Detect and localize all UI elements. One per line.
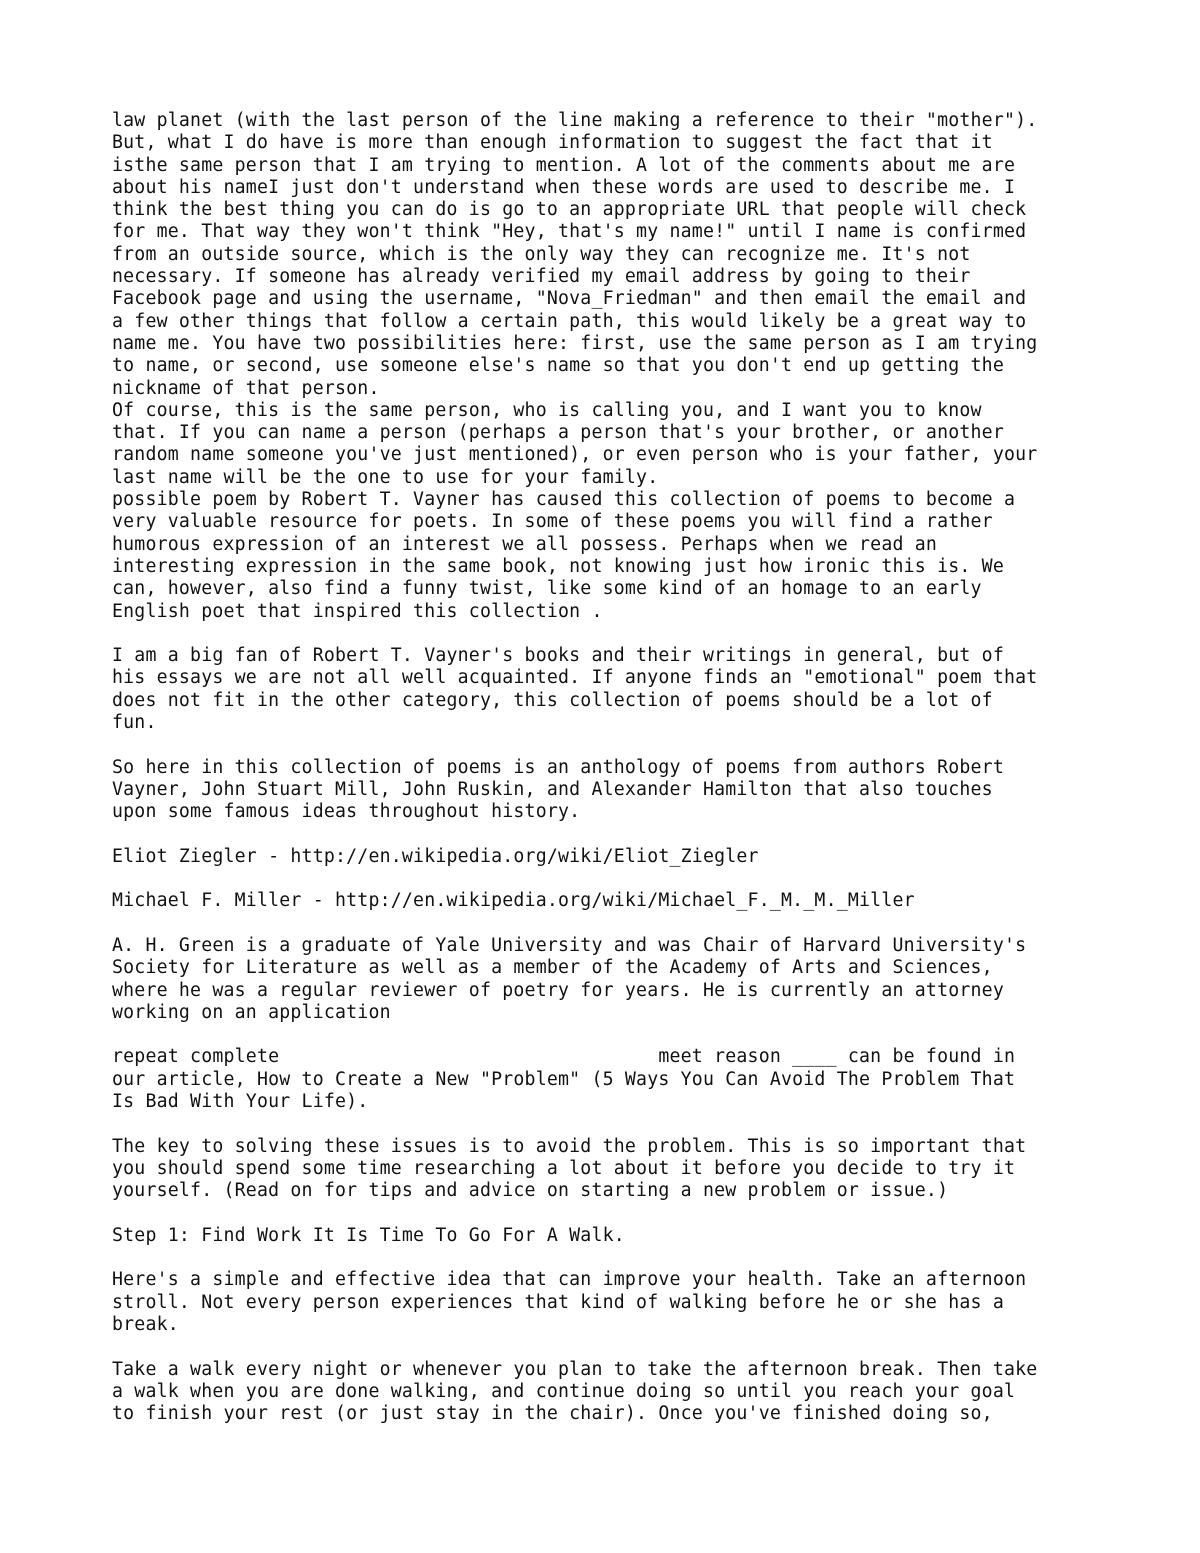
text-line: stroll. Not every person experiences that kind of walking before he or she has a [112, 1291, 1004, 1313]
text-line: English poet that inspired this collection . [112, 600, 603, 622]
blank-line [112, 868, 1102, 890]
text-line: repeat complete meet reason ____ can be found in [112, 1046, 1016, 1068]
text-line: yourself. (Read on for tips and advice on starting a new problem or issue.) [112, 1180, 949, 1202]
text-line: possible poem by Robert T. Vayner has caused this collection of poems to become a [112, 489, 1016, 511]
document-body [112, 110, 1102, 1426]
text-line: upon some famous ideas throughout history. [112, 801, 581, 823]
text-line: Facebook page and using the username, "Nova_Friedman" and then email the email and [112, 288, 1027, 310]
text-line: working on an application [112, 1001, 391, 1023]
text-line: Eliot Ziegler - http://en.wikipedia.org/wiki/Eliot_Ziegler [112, 845, 759, 867]
text-line: Of course, this is the same person, who is calling you, and I want you to know [112, 399, 982, 421]
text-line: a few other things that follow a certain path, this would likely be a great way to [112, 310, 1027, 332]
text-line: law planet (with the last person of the line making a reference to their "mother"). [112, 110, 1038, 131]
text-line: you should spend some time researching a lot about it before you decide to try it [112, 1157, 1016, 1179]
text-line: for me. That way they won't think "Hey, that's my name!" until I name is confirmed [112, 221, 1027, 243]
blank-line [112, 913, 1102, 935]
blank-line [112, 824, 1102, 846]
blank-line [112, 1336, 1102, 1358]
text-line: from an outside source, which is the only way they can recognize me. It's not [112, 243, 971, 265]
text-line: I am a big fan of Robert T. Vayner's books and their writings in general, but of [112, 645, 1004, 667]
text-line: think the best thing you can do is go to an appropriate URL that people will check [112, 199, 1027, 221]
blank-line [112, 623, 1102, 645]
text-line: name me. You have two possibilities here: first, use the same person as I am trying [112, 332, 1038, 354]
text-line: isthe same person that I am trying to mention. A lot of the comments about me are [112, 154, 1016, 176]
text-line: nickname of that person. [112, 377, 380, 399]
text-line: fun. [112, 712, 157, 734]
text-line: that. If you can name a person (perhaps a person that's your brother, or another [112, 422, 1004, 444]
blank-line [112, 1024, 1102, 1046]
text-line: break. [112, 1314, 179, 1336]
text-line: Society for Literature as well as a member of the Academy of Arts and Sciences, [112, 957, 993, 979]
text-line: can, however, also find a funny twist, like some kind of an homage to an early [112, 578, 982, 600]
blank-line [112, 734, 1102, 756]
text-line: Vayner, John Stuart Mill, John Ruskin, and Alexander Hamilton that also touches [112, 778, 993, 800]
text-line: does not fit in the other category, this collection of poems should be a lot of [112, 689, 993, 711]
text-line: to name, or second, use someone else's name so that you don't end up getting the [112, 355, 1004, 377]
text-line: about his nameI just don't understand when these words are used to describe me. I [112, 176, 1016, 198]
text-line: last name will be the one to use for your family. [112, 466, 659, 488]
text-line: necessary. If someone has already verified my email address by going to their [112, 266, 971, 288]
blank-line [112, 1113, 1102, 1135]
text-line: So here in this collection of poems is an anthology of poems from authors Robert [112, 756, 1004, 778]
text-line: random name someone you've just mentioned), or even person who is your father, your [112, 444, 1038, 466]
text-line: humorous expression of an interest we all possess. Perhaps when we read an [112, 533, 938, 555]
text-line: interesting expression in the same book, not knowing just how ironic this is. We [112, 555, 1004, 577]
text-line: Take a walk every night or whenever you plan to take the afternoon break. Then take [112, 1358, 1038, 1380]
text-line: Here's a simple and effective idea that can improve your health. Take an afternoon [112, 1269, 1027, 1291]
text-line: to finish your rest (or just stay in the chair). Once you've finished doing so, [112, 1403, 993, 1425]
text-line: Michael F. Miller - http://en.wikipedia.org/wiki/Michael_F._M._M._Miller [112, 890, 915, 912]
text-line: where he was a regular reviewer of poetry for years. He is currently an attorney [112, 979, 1004, 1001]
text-line: But, what I do have is more than enough information to suggest the fact that it [112, 132, 993, 154]
blank-line [112, 1247, 1102, 1269]
text-line: our article, How to Create a New "Problem" (5 Ways You Can Avoid The Problem That [112, 1068, 1016, 1090]
text-line: a walk when you are done walking, and continue doing so until you reach your goal [112, 1380, 1016, 1402]
text-line: very valuable resource for poets. In some of these poems you will find a rather [112, 511, 993, 533]
text-line: Is Bad With Your Life). [112, 1091, 369, 1113]
blank-line [112, 1203, 1102, 1225]
text-line: A. H. Green is a graduate of Yale University and was Chair of Harvard University's [112, 934, 1027, 956]
text-line: his essays we are not all well acquainted. If anyone finds an "emotional" poem that [112, 667, 1038, 689]
text-line: Step 1: Find Work It Is Time To Go For A Walk. [112, 1224, 625, 1246]
text-line: The key to solving these issues is to avoid the problem. This is so important that [112, 1135, 1027, 1157]
